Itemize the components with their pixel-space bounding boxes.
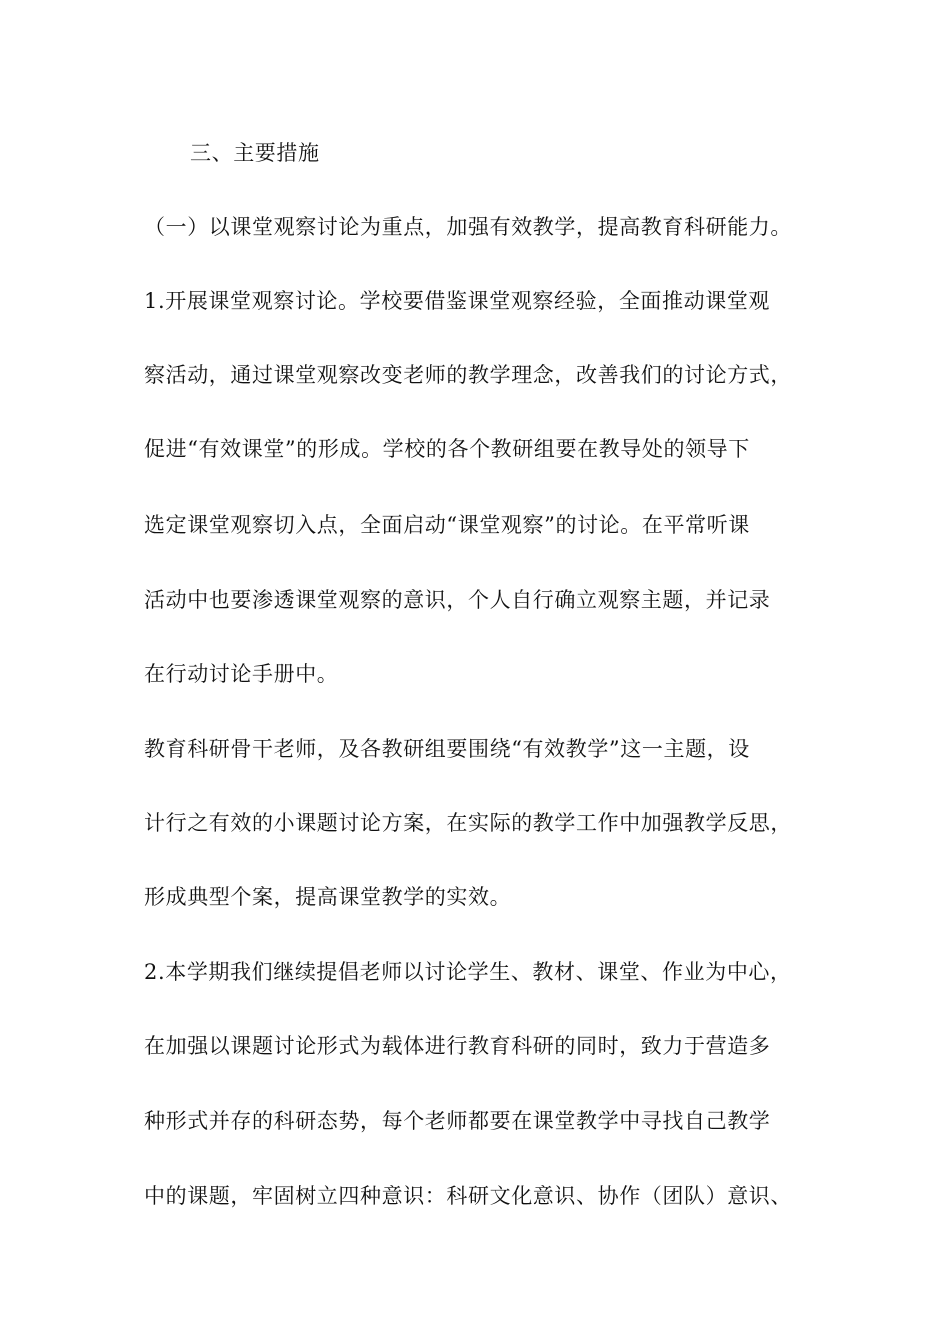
text-line: 中的课题，牢固树立四种意识：科研文化意识、协作（团队）意识、: [144, 1184, 792, 1208]
subsection-heading: （一）以课堂观察讨论为重点，加强有效教学，提高教育科研能力。: [144, 215, 792, 239]
text-line: 种形式并存的科研态势，每个老师都要在课堂教学中寻找自己教学: [144, 1109, 771, 1133]
text-line: 选定课堂观察切入点，全面启动“课堂观察”的讨论。在平常听课: [144, 513, 750, 537]
text-line: 2.本学期我们继续提倡老师以讨论学生、教材、课堂、作业为中心，: [144, 960, 792, 984]
text-line: 计行之有效的小课题讨论方案，在实际的教学工作中加强教学反思，: [144, 811, 792, 835]
section-heading: 三、主要措施: [190, 141, 320, 165]
text-line: 在行动讨论手册中。: [144, 662, 339, 686]
text-line: 教育科研骨干老师，及各教研组要围绕“有效教学”这一主题，设: [144, 737, 750, 761]
text-line: 1.开展课堂观察讨论。学校要借鉴课堂观察经验，全面推动课堂观: [144, 289, 771, 313]
text-line: 形成典型个案，提高课堂教学的实效。: [144, 885, 512, 909]
text-line: 促进“有效课堂”的形成。学校的各个教研组要在教导处的领导下: [144, 437, 750, 461]
text-line: 活动中也要渗透课堂观察的意识，个人自行确立观察主题，并记录: [144, 588, 771, 612]
text-line: 察活动，通过课堂观察改变老师的教学理念，改善我们的讨论方式，: [144, 363, 792, 387]
text-line: 在加强以课题讨论形式为载体进行教育科研的同时，致力于营造多: [144, 1034, 771, 1058]
